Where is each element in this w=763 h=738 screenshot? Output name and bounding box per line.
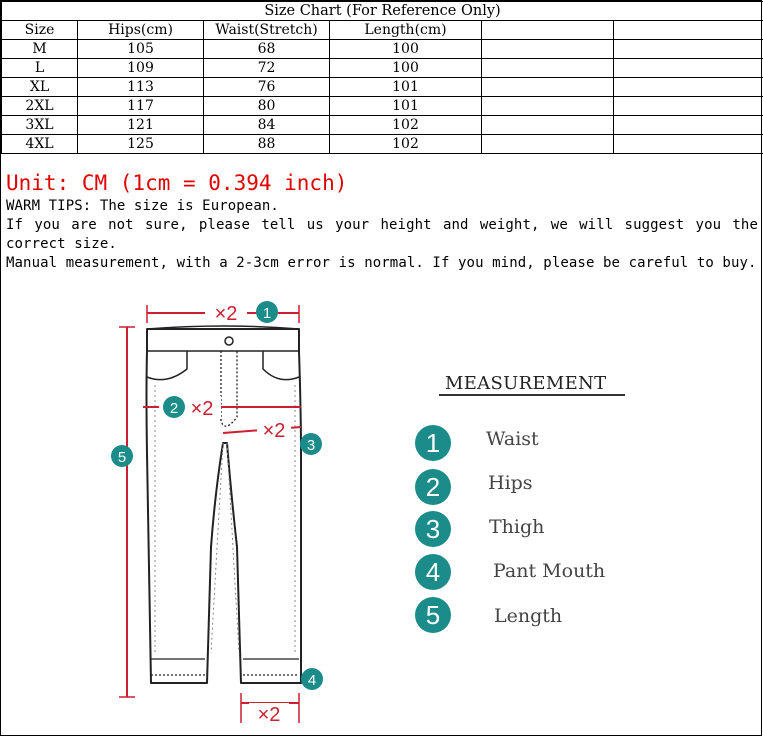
header-hips: Hips(cm) xyxy=(78,21,204,40)
header-waist: Waist(Stretch) xyxy=(204,21,330,40)
legend-badge-3-icon: 3 xyxy=(415,511,451,547)
size-chart-title: Size Chart (For Reference Only) xyxy=(2,2,763,21)
cell-blank xyxy=(614,116,763,135)
cell-blank xyxy=(482,116,614,135)
table-row xyxy=(2,135,763,154)
cell-size: L xyxy=(2,59,78,78)
cell-length: 102 xyxy=(330,116,482,135)
cell-size: 3XL xyxy=(2,116,78,135)
cell-blank xyxy=(614,135,763,154)
length-marker xyxy=(111,327,135,697)
cell-hips: 105 xyxy=(78,40,204,59)
legend-label-pant-mouth: Pant Mouth xyxy=(493,560,605,582)
table-row xyxy=(2,97,763,116)
warm-tips: WARM TIPS: The size is European. xyxy=(6,197,758,216)
pant-mouth-badge-number: 4 xyxy=(308,672,316,689)
cell-blank xyxy=(482,40,614,59)
cell-hips: 113 xyxy=(78,78,204,97)
legend-badge-5-icon: 5 xyxy=(415,597,451,633)
cell-waist: 72 xyxy=(204,59,330,78)
size-chart-table xyxy=(1,1,763,154)
legend-label-length: Length xyxy=(494,605,562,627)
header-blank-1 xyxy=(482,21,614,40)
pant-mouth-multiplier: ×2 xyxy=(258,704,281,726)
table-row xyxy=(2,116,763,135)
hips-multiplier: ×2 xyxy=(191,398,214,420)
hips-badge-number: 2 xyxy=(170,400,178,417)
cell-size: 2XL xyxy=(2,97,78,116)
cell-length: 102 xyxy=(330,135,482,154)
cell-length: 100 xyxy=(330,59,482,78)
cell-waist: 76 xyxy=(204,78,330,97)
legend-badge-1-icon: 1 xyxy=(415,425,451,461)
cell-hips: 125 xyxy=(78,135,204,154)
unit-note: Unit: CM (1cm = 0.394 inch) xyxy=(6,169,758,197)
cell-blank xyxy=(482,97,614,116)
cell-length: 101 xyxy=(330,78,482,97)
cell-size: M xyxy=(2,40,78,59)
waist-multiplier: ×2 xyxy=(215,303,238,325)
table-row xyxy=(2,40,763,59)
legend-title: MEASUREMENT xyxy=(445,373,606,394)
cell-blank xyxy=(482,135,614,154)
cell-size: 4XL xyxy=(2,135,78,154)
size-advice-note: If you are not sure, please tell us your height and weight, we will suggest you the correct size. xyxy=(6,216,758,254)
thigh-multiplier: ×2 xyxy=(263,420,286,442)
cell-length: 101 xyxy=(330,97,482,116)
thigh-marker xyxy=(223,419,322,455)
size-notes xyxy=(6,169,758,273)
cell-blank xyxy=(482,78,614,97)
header-blank-2 xyxy=(614,21,763,40)
cell-waist: 68 xyxy=(204,40,330,59)
legend-label-waist: Waist xyxy=(486,428,539,450)
waist-marker xyxy=(147,301,299,325)
length-badge-number: 5 xyxy=(118,449,126,466)
pant-mouth-marker xyxy=(241,668,323,726)
cell-hips: 109 xyxy=(78,59,204,78)
cell-blank xyxy=(614,59,763,78)
cell-blank xyxy=(614,40,763,59)
cell-waist: 88 xyxy=(204,135,330,154)
cell-hips: 121 xyxy=(78,116,204,135)
legend-badge-2-icon: 2 xyxy=(415,469,451,505)
cell-blank xyxy=(614,97,763,116)
pants-illustration xyxy=(147,326,302,683)
legend-label-hips: Hips xyxy=(488,472,533,494)
size-chart-header-row xyxy=(2,21,763,40)
header-length: Length(cm) xyxy=(330,21,482,40)
waist-badge-number: 1 xyxy=(263,305,271,322)
legend-title-underline xyxy=(439,394,625,396)
cell-blank xyxy=(614,78,763,97)
cell-waist: 84 xyxy=(204,116,330,135)
table-row xyxy=(2,78,763,97)
header-size: Size xyxy=(2,21,78,40)
thigh-badge-number: 3 xyxy=(307,437,315,454)
hips-marker xyxy=(143,396,301,420)
legend-badge-4-icon: 4 xyxy=(415,554,451,590)
measurement-error-note: Manual measurement, with a 2-3cm error is normal. If you mind, please be careful to buy. xyxy=(6,254,758,273)
cell-length: 100 xyxy=(330,40,482,59)
cell-waist: 80 xyxy=(204,97,330,116)
cell-blank xyxy=(482,59,614,78)
size-chart-title-row xyxy=(2,2,763,21)
cell-size: XL xyxy=(2,78,78,97)
legend-label-thigh: Thigh xyxy=(489,516,544,538)
cell-hips: 117 xyxy=(78,97,204,116)
table-row xyxy=(2,59,763,78)
pants-measurement-diagram xyxy=(1,293,441,737)
